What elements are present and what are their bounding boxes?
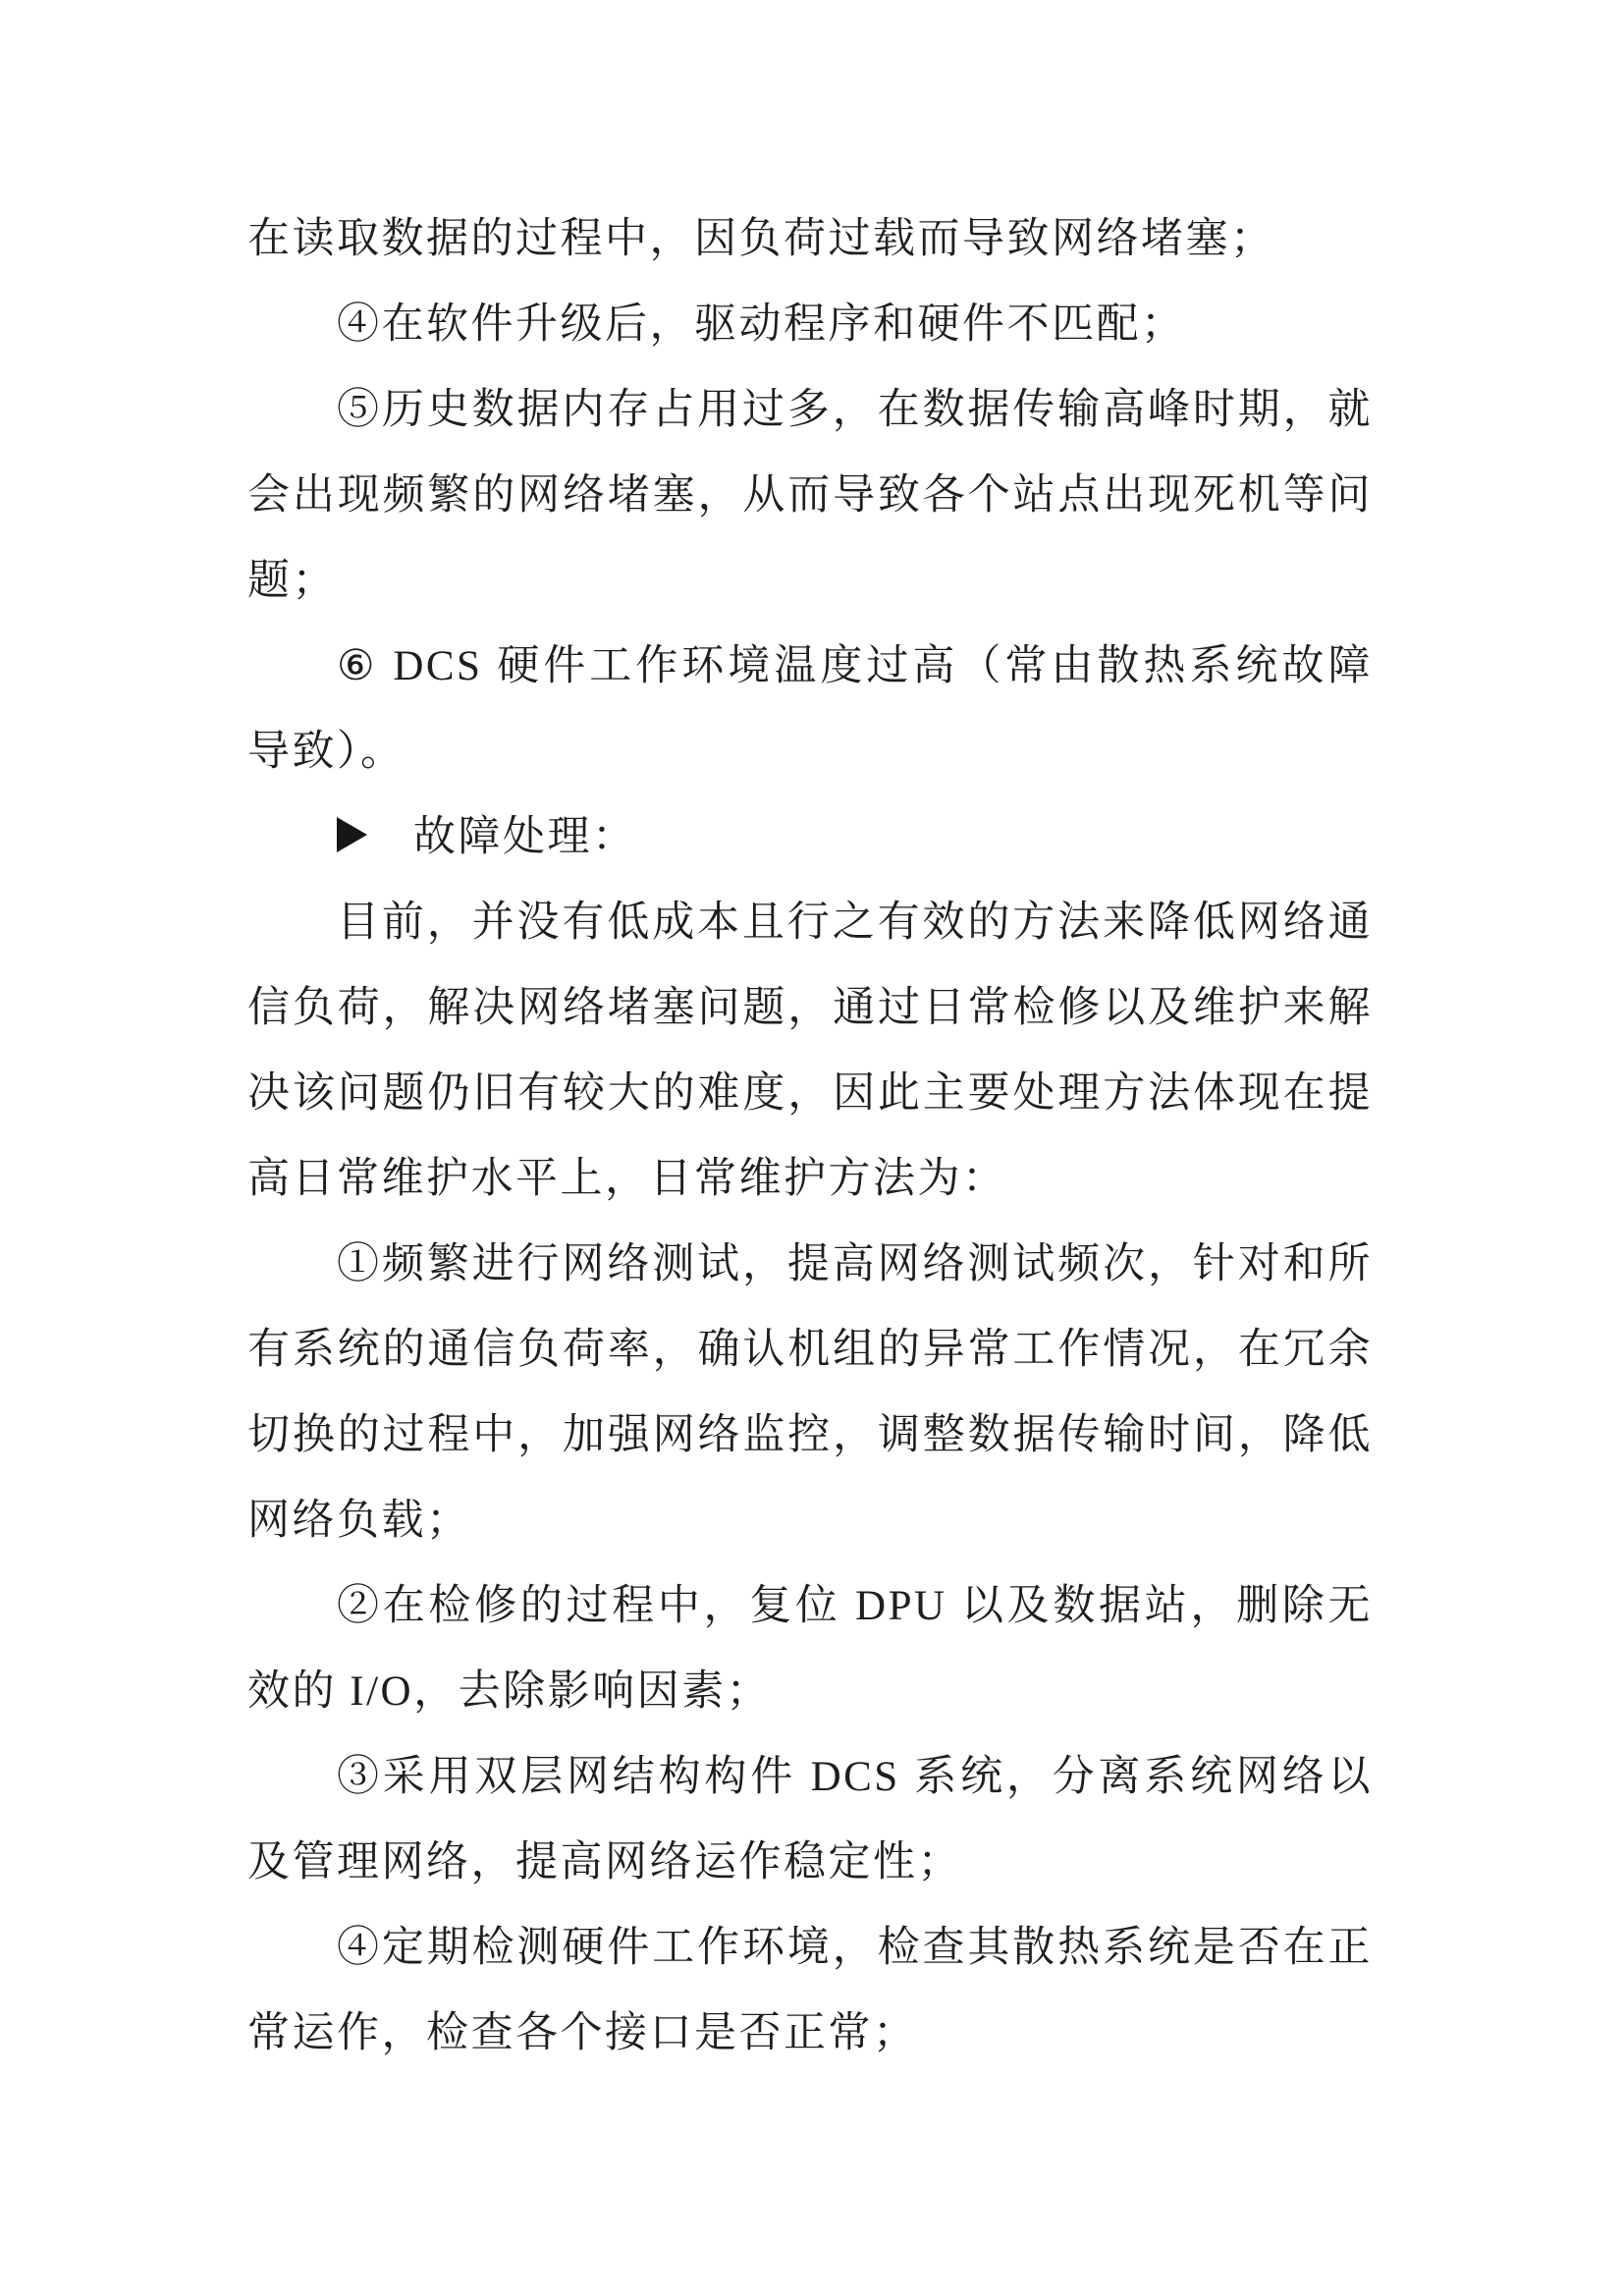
paragraph bbox=[247, 196, 1373, 282]
text-line: 决该问题仍旧有较大的难度，因此主要处理方法体现在提 bbox=[247, 1070, 1373, 1117]
text-line: ②在检修的过程中，复位 DPU 以及数据站，删除无 bbox=[337, 1583, 1373, 1629]
text-line: ③采用双层网结构构件 DCS 系统，分离系统网络以 bbox=[337, 1754, 1373, 1800]
paragraph bbox=[247, 1905, 1373, 2076]
paragraph bbox=[247, 367, 1373, 624]
text-line: 目前，并没有低成本且行之有效的方法来降低网络通 bbox=[337, 900, 1373, 946]
text-line: 会出现频繁的网络堵塞，从而导致各个站点出现死机等问 bbox=[247, 472, 1373, 519]
paragraph bbox=[247, 794, 1373, 880]
text-line: ①频繁进行网络测试，提高网络测试频次，针对和所 bbox=[337, 1241, 1373, 1287]
triangle-bullet-icon bbox=[337, 817, 367, 852]
paragraph bbox=[247, 624, 1373, 794]
text-line: 有系统的通信负荷率，确认机组的异常工作情况，在冗余 bbox=[247, 1327, 1373, 1373]
text-line: 及管理网络，提高网络运作稳定性； bbox=[247, 1839, 962, 1886]
text-line: ④定期检测硬件工作环境，检查其散热系统是否在正 bbox=[337, 1925, 1373, 1971]
text-line: 导致）。 bbox=[247, 729, 406, 775]
document-content bbox=[247, 196, 1373, 2076]
paragraph bbox=[247, 1222, 1373, 1563]
text-line: ⑥ DCS 硬件工作环境温度过高（常由散热系统故障 bbox=[337, 643, 1373, 689]
text-line: 效的 I/O，去除影响因素； bbox=[247, 1668, 772, 1715]
paragraph bbox=[247, 1563, 1373, 1734]
text-line: 常运作，检查各个接口是否正常； bbox=[247, 2010, 918, 2056]
text-line: 信负荷，解决网络堵塞问题，通过日常检修以及维护来解 bbox=[247, 985, 1373, 1031]
text-line: ④在软件升级后，驱动程序和硬件不匹配； bbox=[337, 301, 1186, 348]
paragraph bbox=[247, 880, 1373, 1222]
text-line: 故障处理： bbox=[247, 794, 1373, 880]
paragraph bbox=[247, 282, 1373, 367]
text-line: 题； bbox=[247, 558, 337, 604]
text-line: ⑤历史数据内存占用过多，在数据传输高峰时期，就 bbox=[337, 387, 1373, 433]
text-line: 在读取数据的过程中，因负荷过载而导致网络堵塞； bbox=[247, 216, 1275, 262]
text-line: 切换的过程中，加强网络监控，调整数据传输时间，降低 bbox=[247, 1412, 1373, 1458]
text-line: 网络负载； bbox=[247, 1498, 471, 1544]
text-line: 高日常维护水平上，日常维护方法为： bbox=[247, 1156, 1007, 1202]
paragraph bbox=[247, 1734, 1373, 1905]
